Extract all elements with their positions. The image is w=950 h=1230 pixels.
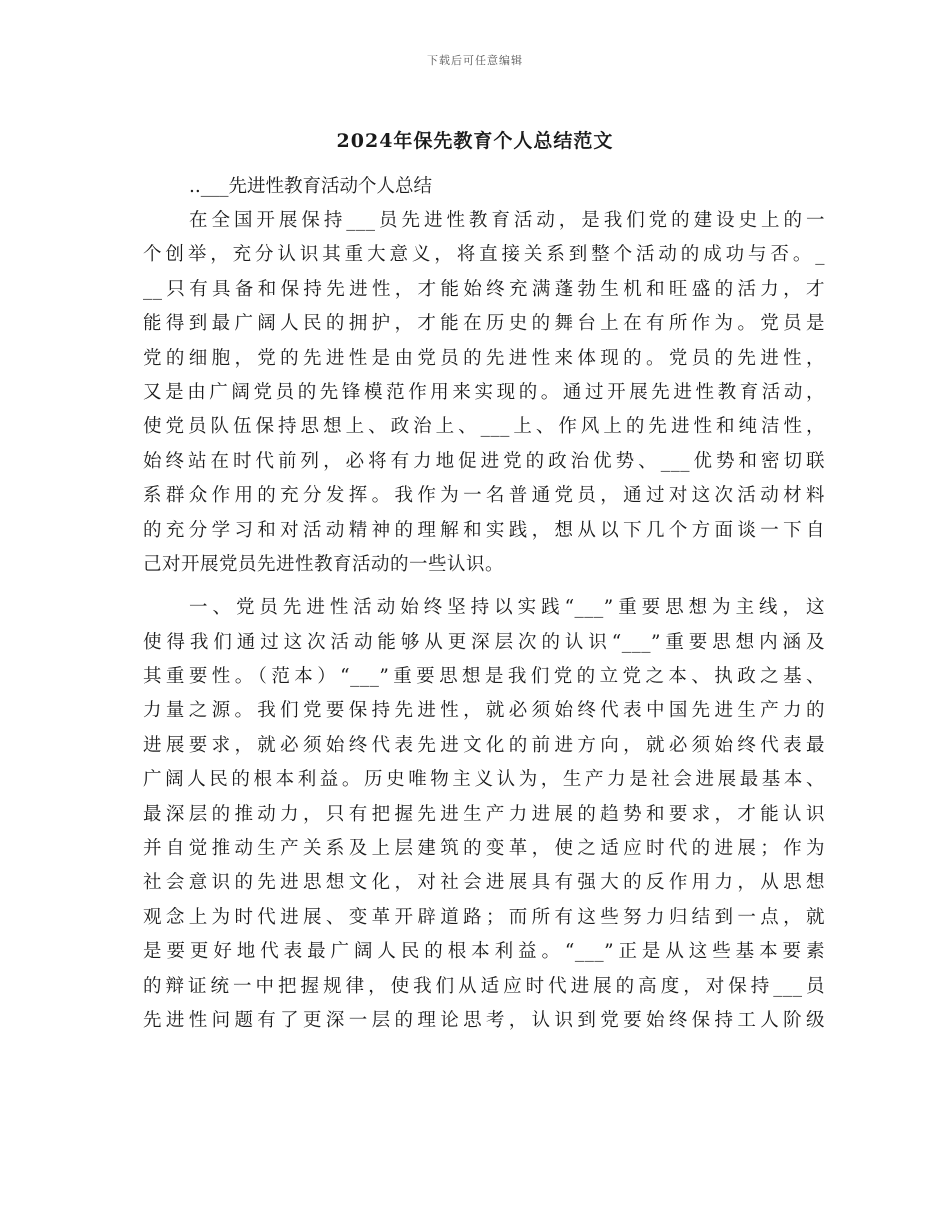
text-line: 一、党员先进性活动始终坚持以实践“___”重要思想为主线，这	[189, 597, 825, 619]
text-line: 进展要求，就必须始终代表先进文化的前进方向，就必须始终代表最	[143, 734, 825, 756]
text-line: 己对开展党员先进性教育活动的一些认识。	[143, 553, 505, 575]
text-line: 使得我们通过这次活动能够从更深层次的认识“___”重要思想内涵及	[143, 631, 825, 653]
text-line: 的辩证统一中把握规律，使我们从适应时代进展的高度，对保持___员	[143, 975, 825, 997]
text-line: 系群众作用的充分发挥。我作为一名普通党员，通过对这次活动材料	[143, 485, 825, 507]
paragraph-gap	[143, 582, 825, 591]
text-line: 又是由广阔党员的先锋模范作用来实现的。通过开展先进性教育活动，	[143, 381, 825, 403]
document-body	[143, 170, 825, 1038]
paragraph-intro	[143, 204, 825, 582]
text-line: 其重要性。（范本）“___”重要思想是我们党的立党之本、执政之基、	[143, 666, 825, 688]
text-line: 并自觉推动生产关系及上层建筑的变革，使之适应时代的进展；作为	[143, 838, 825, 860]
text-line: 是要更好地代表最广阔人民的根本利益。“___”正是从这些基本要素	[143, 941, 825, 963]
text-line: 在全国开展保持___员先进性教育活动，是我们党的建设史上的一	[189, 210, 825, 231]
text-line: 力量之源。我们党要保持先进性，就必须始终代表中国先进生产力的	[143, 700, 825, 722]
document-title: 2024年保先教育个人总结范文	[336, 130, 614, 152]
page-header-note: 下载后可任意编辑	[427, 54, 523, 67]
text-line: 党的细胞，党的先进性是由党员的先进性来体现的。党员的先进性，	[143, 347, 825, 369]
paragraph-section-one	[143, 591, 825, 1038]
text-line: 个创举，充分认识其重大意义，将直接关系到整个活动的成功与否。_	[143, 244, 825, 266]
text-line: 最深层的推动力，只有把握先进生产力进展的趋势和要求，才能认识	[143, 803, 825, 825]
text-line: 先进性问题有了更深一层的理论思考，认识到党要始终保持工人阶级	[143, 1009, 825, 1031]
text-line: 社会意识的先进思想文化，对社会进展具有强大的反作用力，从思想	[143, 872, 825, 894]
text-line: 能得到最广阔人民的拥护，才能在历史的舞台上在有所作为。党员是	[143, 313, 825, 335]
section-subtitle: ..___先进性教育活动个人总结	[189, 176, 433, 197]
text-line: 广阔人民的根本利益。历史唯物主义认为，生产力是社会进展最基本、	[143, 769, 825, 791]
text-line: 的充分学习和对活动精神的理解和实践，想从以下几个方面谈一下自	[143, 519, 825, 541]
text-line: 使党员队伍保持思想上、政治上、___上、作风上的先进性和纯洁性，	[143, 416, 825, 438]
text-line: 始终站在时代前列，必将有力地促进党的政治优势、___优势和密切联	[143, 450, 825, 472]
text-line: __只有具备和保持先进性，才能始终充满蓬勃生机和旺盛的活力，才	[143, 278, 825, 300]
text-line: 观念上为时代进展、变革开辟道路；而所有这些努力归结到一点，就	[143, 906, 825, 928]
